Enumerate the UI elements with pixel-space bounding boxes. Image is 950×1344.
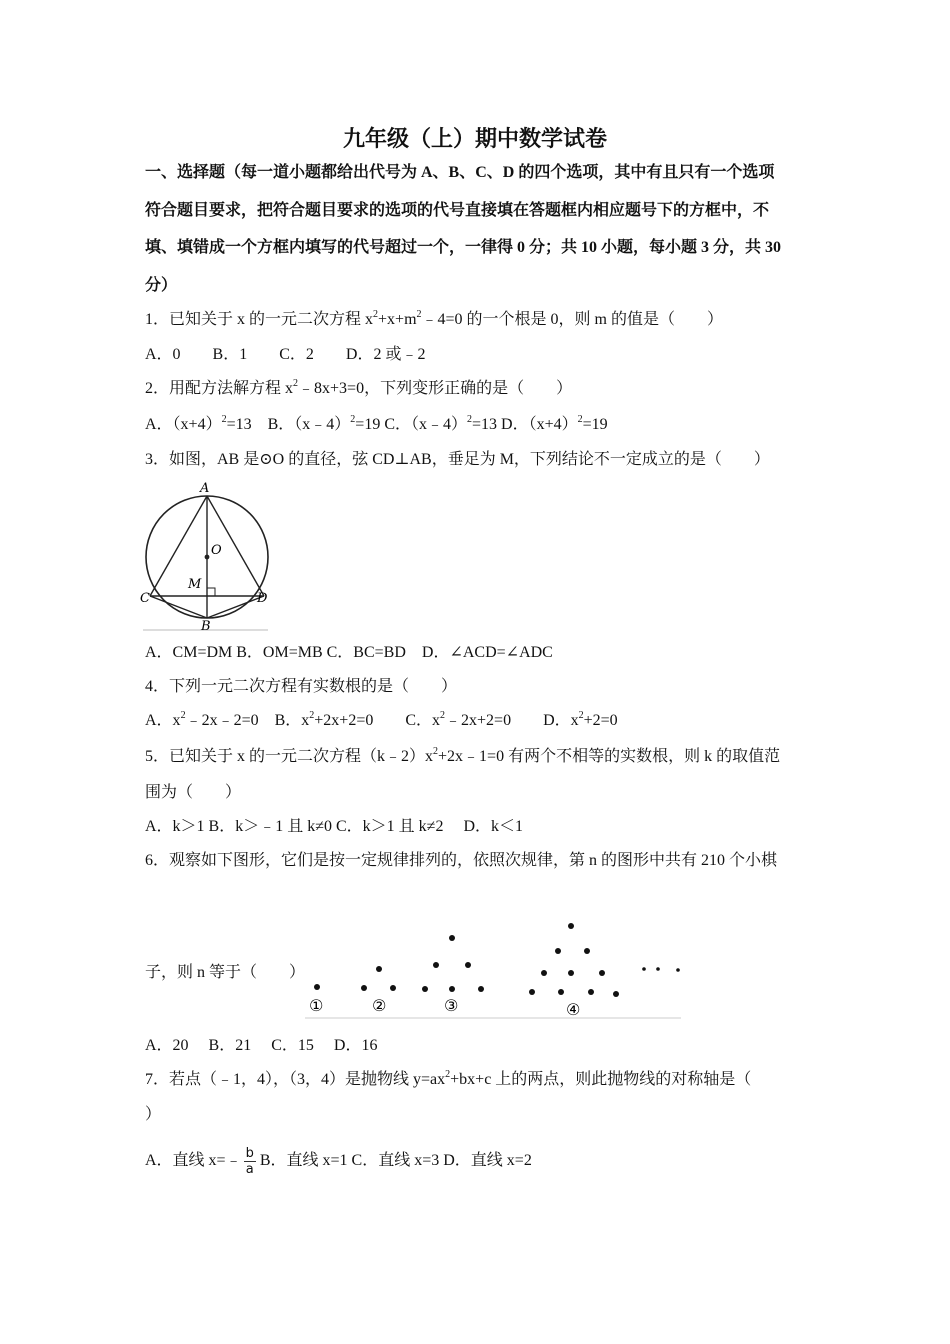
pattern-label-2: ② [372, 996, 387, 1015]
section-instructions-line-4: 分） [145, 277, 178, 294]
question-7-options: A．直线 x=﹣ $\frac{b}{a}$ B．直线 x=1 C．直线 x=3 D．直线 x=2 [145, 1145, 532, 1177]
question-7-stem-line-1: 7．若点（﹣1，4），（3，4）是抛物线 $y=ax^2+bx+c$ 上的两点，则此抛物线的对称轴是（ [145, 1069, 752, 1088]
section-instructions-line-1: 一、选择题（每一道小题都给出代号为 A、B、C、D 的四个选项，其中有且只有一个选项 [145, 164, 775, 181]
question-1-options: A．0 B．1 C．2 D．2 或﹣2 [145, 346, 426, 363]
section-instructions-line-3: 填、填错成一个方框内填写的代号超过一个，一律得 0 分；共 10 小题，每小题 3 分，共 30 [145, 239, 782, 256]
question-4-stem: 4．下列一元二次方程有实数根的是（ ） [145, 678, 458, 695]
question-6-options: A．20 B．21 C．15 D．16 [145, 1037, 378, 1054]
label-m: M [188, 577, 202, 592]
label-c: C [140, 591, 150, 606]
question-6-stem-line-2: 子，则 n 等于（ ） [145, 964, 306, 981]
question-3-options: A．CM=DM B．OM=MB C．BC=BD D．∠ACD=∠ADC [145, 644, 553, 661]
question-7-stem-line-2: ） [145, 1106, 162, 1123]
question-4-options: A．$x^2﹣2x﹣2=0$ B．$x^2+2x+2=0$ C．$x^2﹣2x+2=0$ D．$x^2+2=0$ [145, 710, 618, 729]
section-instructions-line-2: 符合题目要求，把符合题目要求的选项的代号直接填在答题框内相应题号下的方框中，不 [145, 202, 770, 219]
label-o: O [211, 543, 222, 558]
page-title: 九年级（上）期中数学试卷 [342, 127, 607, 152]
question-2-options: A．$(x+4)^2=13$ B．（x﹣4）$^2$=19 C．（x﹣4）$^2$=13 D．$(x+4)^2=19$ [145, 414, 608, 433]
question-5-options: A．k＞1 B．k＞﹣1 且 k≠0 C．k＞1 且 k≠2 D．k＜1 [145, 818, 524, 835]
question-5-stem-line-1: 5．已知关于 x 的一元二次方程$(k﹣2)x^2+2x﹣1=0$ 有两个不相等的实数根，则 k 的取值范 [145, 746, 781, 765]
question-5-stem-line-2: 围为（ ） [145, 784, 242, 801]
pattern-label-4: ④ [566, 1000, 581, 1019]
dot-pattern-figure [305, 918, 681, 1022]
pattern-label-3: ③ [444, 996, 459, 1015]
circle-chord-figure [140, 478, 272, 634]
fraction-b-over-a: $\frac{b}{a}$ [245, 1145, 254, 1177]
label-d: D [257, 591, 268, 606]
question-3-stem: 3．如图，AB 是⊙O 的直径，弦 CD⊥AB，垂足为 M，下列结论不一定成立的是（ ） [145, 451, 770, 468]
question-2-stem: 2．用配方法解方程 $x^2﹣8x+3=0$，下列变形正确的是（ ） [145, 378, 573, 397]
label-a: A [200, 481, 210, 496]
label-b: B [201, 619, 211, 634]
pattern-label-1: ① [309, 996, 324, 1015]
question-1-stem: 1．已知关于 x 的一元二次方程 $x^2+x+m^2﹣4=0$ 的一个根是 0，则 m 的值是（ ） [145, 309, 723, 328]
question-6-stem-line-1: 6．观察如下图形，它们是按一定规律排列的，依照次规律，第 n 的图形中共有 210 个小棋 [145, 852, 778, 869]
